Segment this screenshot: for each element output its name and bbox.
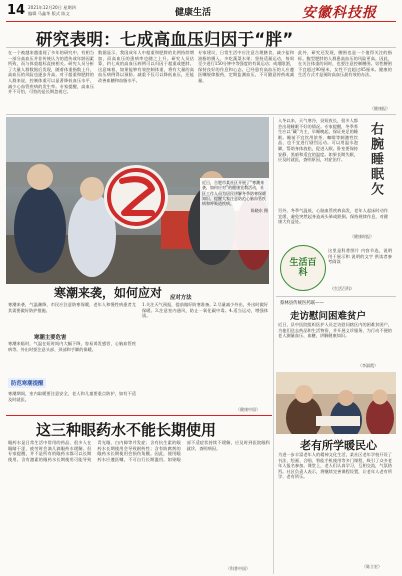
- right-mid-headline: 走访慰问困难贫户: [290, 311, 367, 322]
- elderly-author: （陈立宏）: [362, 564, 382, 569]
- side-vertical-title: 右腕睡眠欠: [368, 122, 383, 197]
- photo-caption-text: 近日，合肥市某社区开展了“寒潮来袭，如何应对”的健康宣教活动，社区工作人员为居民讲解冬季防寒保暖知识，提醒大家注意防范心脑血管疾病和呼吸道疾病。: [202, 180, 266, 207]
- cold-wave-sub1: 寒潮主要危害: [34, 335, 67, 341]
- life-badge-note: 这里是科普图片 内容节选，说明用于展示和 说明的文字 供读者参考阅读: [328, 248, 392, 265]
- elderly-photo-scene: [276, 372, 396, 434]
- cold-wave-intro: 寒潮来袭，气温骤降，市民应注意防寒保暖，老年人和慢性病患者尤其需要做好防护措施。: [8, 302, 136, 313]
- life-badge-sub: 《生活百科》: [330, 286, 354, 291]
- side-column-rule: [276, 296, 396, 297]
- top-article-source: （健康报）: [370, 106, 390, 111]
- side-column-body2: 另外，冬季气温低，心脑血管疾病高发，老年人起床时动作宜缓，避免突然起身造成头晕或跌倒。保持规律作息，对健康大有益处。: [278, 208, 388, 225]
- side-column-body: 入冬以来，天气寒冷，昼短夜长，很多人都会出现睡眠不好的情况。专家提醒，冬季养生应以“藏”为主，早睡晚起，保证充足的睡眠。睡前不宜饮用浓茶、咖啡等刺激性饮品，也不宜进行剧烈运动。可以用温水泡脚，帮助身体放松，促进入眠。卧室要保持安静、黑暗和适宜的温度。如果长期失眠，应及时就医，查明原因，对症治疗。: [278, 118, 358, 163]
- top-headline: 研究表明：七成高血压归因于“胖”: [36, 30, 294, 49]
- elderly-photo: [276, 372, 396, 434]
- cold-wave-headline: 寒潮来袭，如何应对: [54, 286, 163, 300]
- page-number: 14: [7, 3, 26, 18]
- photo-credit: 陈晓东 摄: [250, 208, 268, 214]
- bottom-column-divider: [273, 414, 274, 574]
- right-mid-body: 近日，县中医院组织医护人员走访慰问辖区内的困难贫困户，为他们送去药品和生活物资，并开展义诊服务，为行动不便的老人测量血压、血糖，讲解健康知识。: [278, 322, 392, 339]
- column-divider: [273, 117, 274, 414]
- editor-line: 编辑 马鑫华 版式 陈文: [28, 11, 70, 16]
- tips-box: [8, 370, 136, 410]
- life-badge-text: 生活百科: [289, 258, 317, 278]
- eyedrop-top-rule: [6, 415, 272, 416]
- top-article-col4: 此外，研究还发现，腰围也是一个值得关注的指标。腹型肥胖的人群患高血压的风险更高。因此，在关注体重的同时，也要注意控制腰围。男性腰围不宜超过90厘米，女性不宜超过85厘米。健康的生活方式才是预防高血压最有效的办法。: [298, 50, 392, 78]
- cold-wave-source: （健康中国）: [236, 407, 260, 412]
- life-badge: [280, 245, 326, 291]
- top-headline-rule: [6, 47, 396, 48]
- top-article-col1: 在一个被越来越重视了多年的研究中，有相当一部分高血压并非传统认为的遗传或年龄因素所致，而与体重超标直接相关。研究人员分析了大量人群数据后发现，随着体重指数上升，高血压的风险也逐步升高。对于超重和肥胖的人群来说，控制体重可以显著降低血压水平，减少心血管疾病的发生率。专家提醒，高血压并不可怕，可怕的是长期忽视它。: [8, 50, 94, 95]
- eyedrop-headline: 这三种眼药水不能长期使用: [36, 421, 217, 439]
- top-article-col2: 数据显示，我国成年人中超重和肥胖的比例持续增加，而高血压的患病率也随之上升。研究人员估算，约七成的高血压病例可以归因于超重或肥胖。这意味着，如果能够有效控制体重，将有大量的高血压病例得以预防。减重不仅可以降低血压，还能改善血糖和血脂水平。: [98, 50, 194, 83]
- side-column-author: （健康时报）: [350, 234, 374, 239]
- photo-caption: [200, 178, 270, 250]
- tips-body: 寒潮期间，室内取暖要注意安全，老人和儿童要重点防护，如有不适及时就医。: [8, 391, 136, 402]
- eyedrop-author: （科普中国）: [226, 566, 250, 571]
- cold-wave-sub2-body: 1.关注天气预报，提前做好防寒准备。2.尽量减少外出，外出时做好保暖。3.注意室内通风，防止一氧化碳中毒。4.适当运动，增强体质。: [142, 302, 268, 319]
- right-mid-author: （李淑霞）: [358, 363, 378, 368]
- elderly-headline: 老有所学暖民心: [300, 439, 377, 452]
- section-name: 健康生活: [175, 8, 212, 18]
- header-rule: [6, 21, 396, 22]
- top-article-bottom-rule: [6, 114, 396, 115]
- right-mid-header: 蔡林县传统医药联——: [280, 301, 324, 306]
- newspaper-brand: 安徽科技报: [302, 5, 377, 21]
- eyedrop-body: 眼药水是日常生活中常用的药品，很多人在眼睛干涩、疲劳时会滴几滴眼药水缓解。但专家提醒，并不是所有的眼药水都可以长期使用。含有激素的眼药水长期使用可能导致青光眼、白内障等并发症；含有抗生素的眼药水长期使用会导致耐药性；含有防腐剂的眼药水长期使用会损伤角膜。因此，使用眼药水应遵医嘱，不可自行长期滥用。如果眼部不适症状持续不缓解，应及时到医院眼科就诊，查明病因。: [8, 440, 270, 462]
- cold-wave-sub2: 应对方法: [170, 295, 192, 301]
- top-article-col3: 专家建议，日常生活中应注意合理膳食，减少盐和油脂的摄入，多吃蔬菜水果；坚持适量运动，每周至少进行150分钟中等强度的有氧运动；戒烟限酒，保持良好的作息和心态。已经患有高血压的人应遵医嘱规律服药，定期监测血压，不可随意停药或减量。: [198, 50, 294, 83]
- tips-header: 防范寒潮提醒: [8, 378, 46, 388]
- elderly-body: 为进一步丰富老年人的精神文化生活，某社区老年学校开设了书法、绘画、合唱、智能手机使用等多门课程，吸引了众多老年人报名参加。课堂上，老人们认真学习，互相交流，气氛热烈。社区负责人表示，将继续完善课程设置，让老年人老有所学、老有所乐。: [278, 452, 392, 480]
- cold-wave-sub1-body: 寒潮来临时，气温在短时间内大幅下降，容易诱发感冒、心脑血管疾病等。外出时要注意头部、颈部和手脚的保暖。: [8, 341, 136, 352]
- date-line: 2021年12月20日 星期四: [28, 5, 76, 10]
